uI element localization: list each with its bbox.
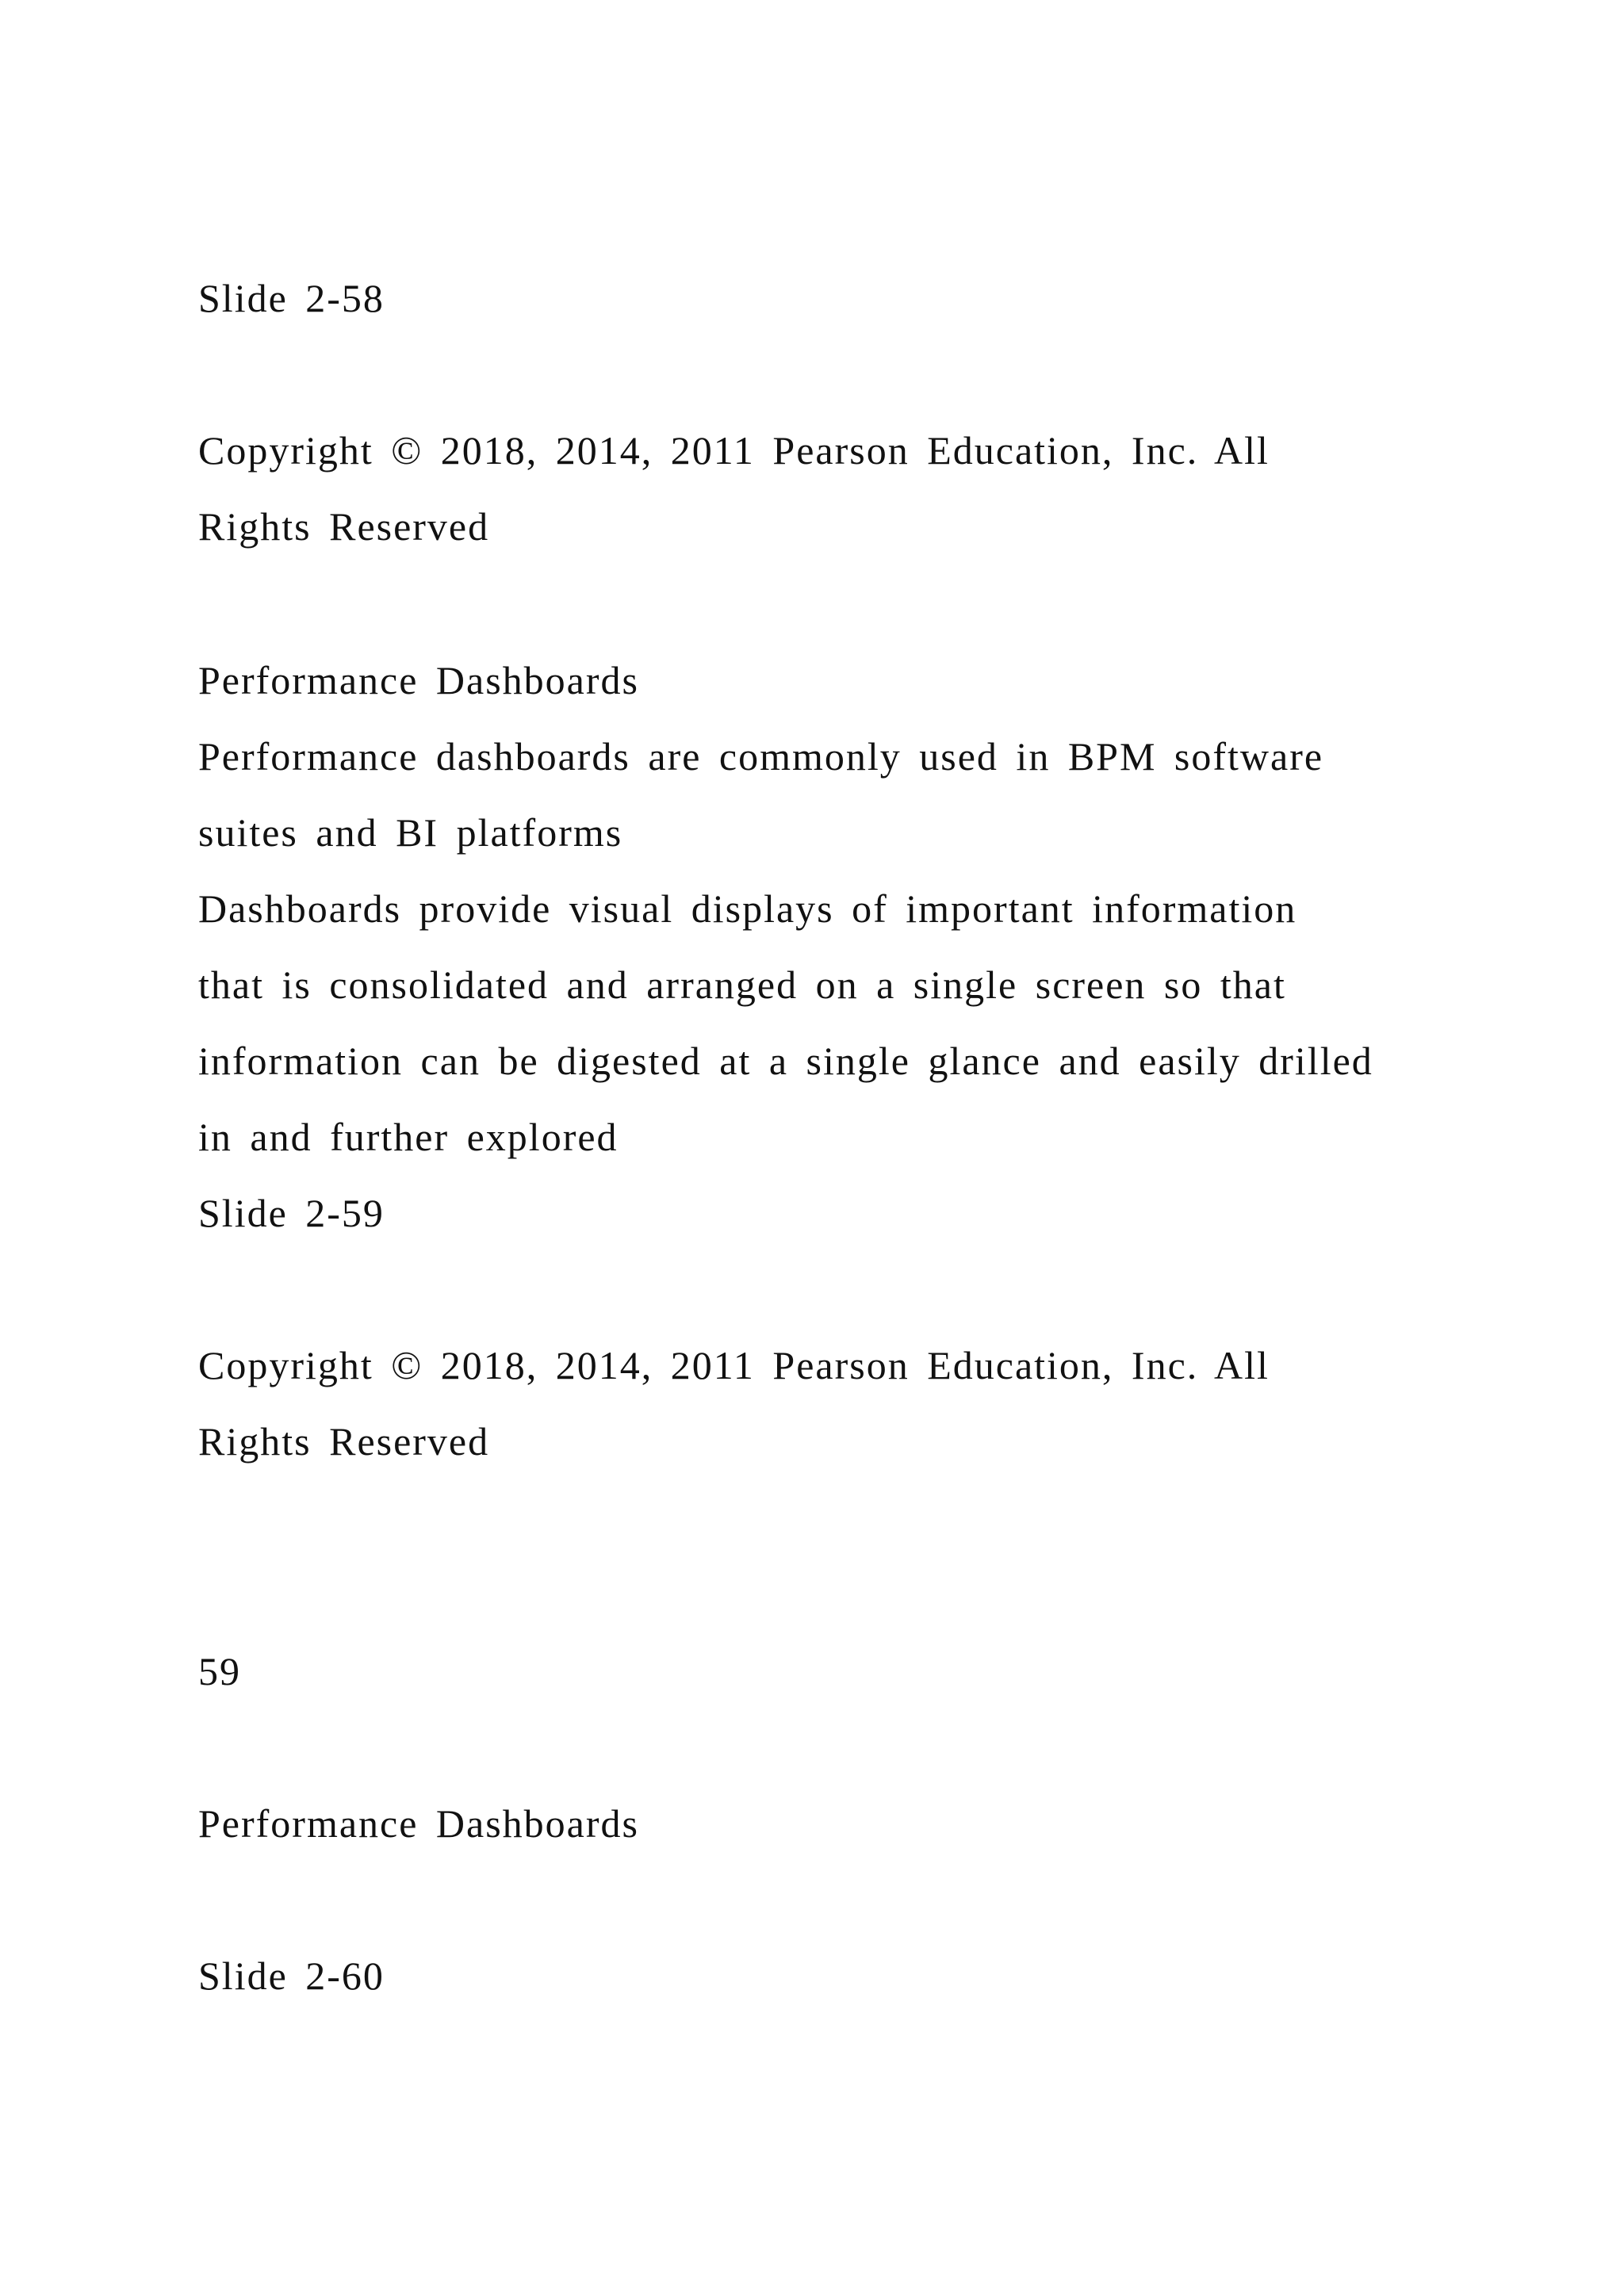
body-text-line: that is consolidated and arranged on a single screen so that [198, 962, 1286, 1007]
body-text-line: suites and BI platforms [198, 810, 623, 855]
section-heading: Performance Dashboards [198, 658, 639, 702]
copyright-line: Copyright © 2018, 2014, 2011 Pearson Education, Inc. All [198, 428, 1270, 473]
copyright-line: Rights Reserved [198, 1419, 490, 1464]
body-text-line: in and further explored [198, 1115, 619, 1159]
slide-label: Slide 2-59 [198, 1191, 385, 1235]
page-number: 59 [198, 1649, 241, 1693]
section-heading: Performance Dashboards [198, 1801, 639, 1846]
body-text-line: information can be digested at a single glance and easily drilled [198, 1039, 1373, 1083]
slide-label: Slide 2-58 [198, 276, 385, 320]
copyright-line: Rights Reserved [198, 504, 490, 549]
body-text-line: Dashboards provide visual displays of important information [198, 886, 1297, 931]
copyright-line: Copyright © 2018, 2014, 2011 Pearson Education, Inc. All [198, 1343, 1270, 1387]
body-text-line: Performance dashboards are commonly used in BPM software [198, 734, 1324, 779]
slide-label: Slide 2-60 [198, 1954, 385, 1998]
